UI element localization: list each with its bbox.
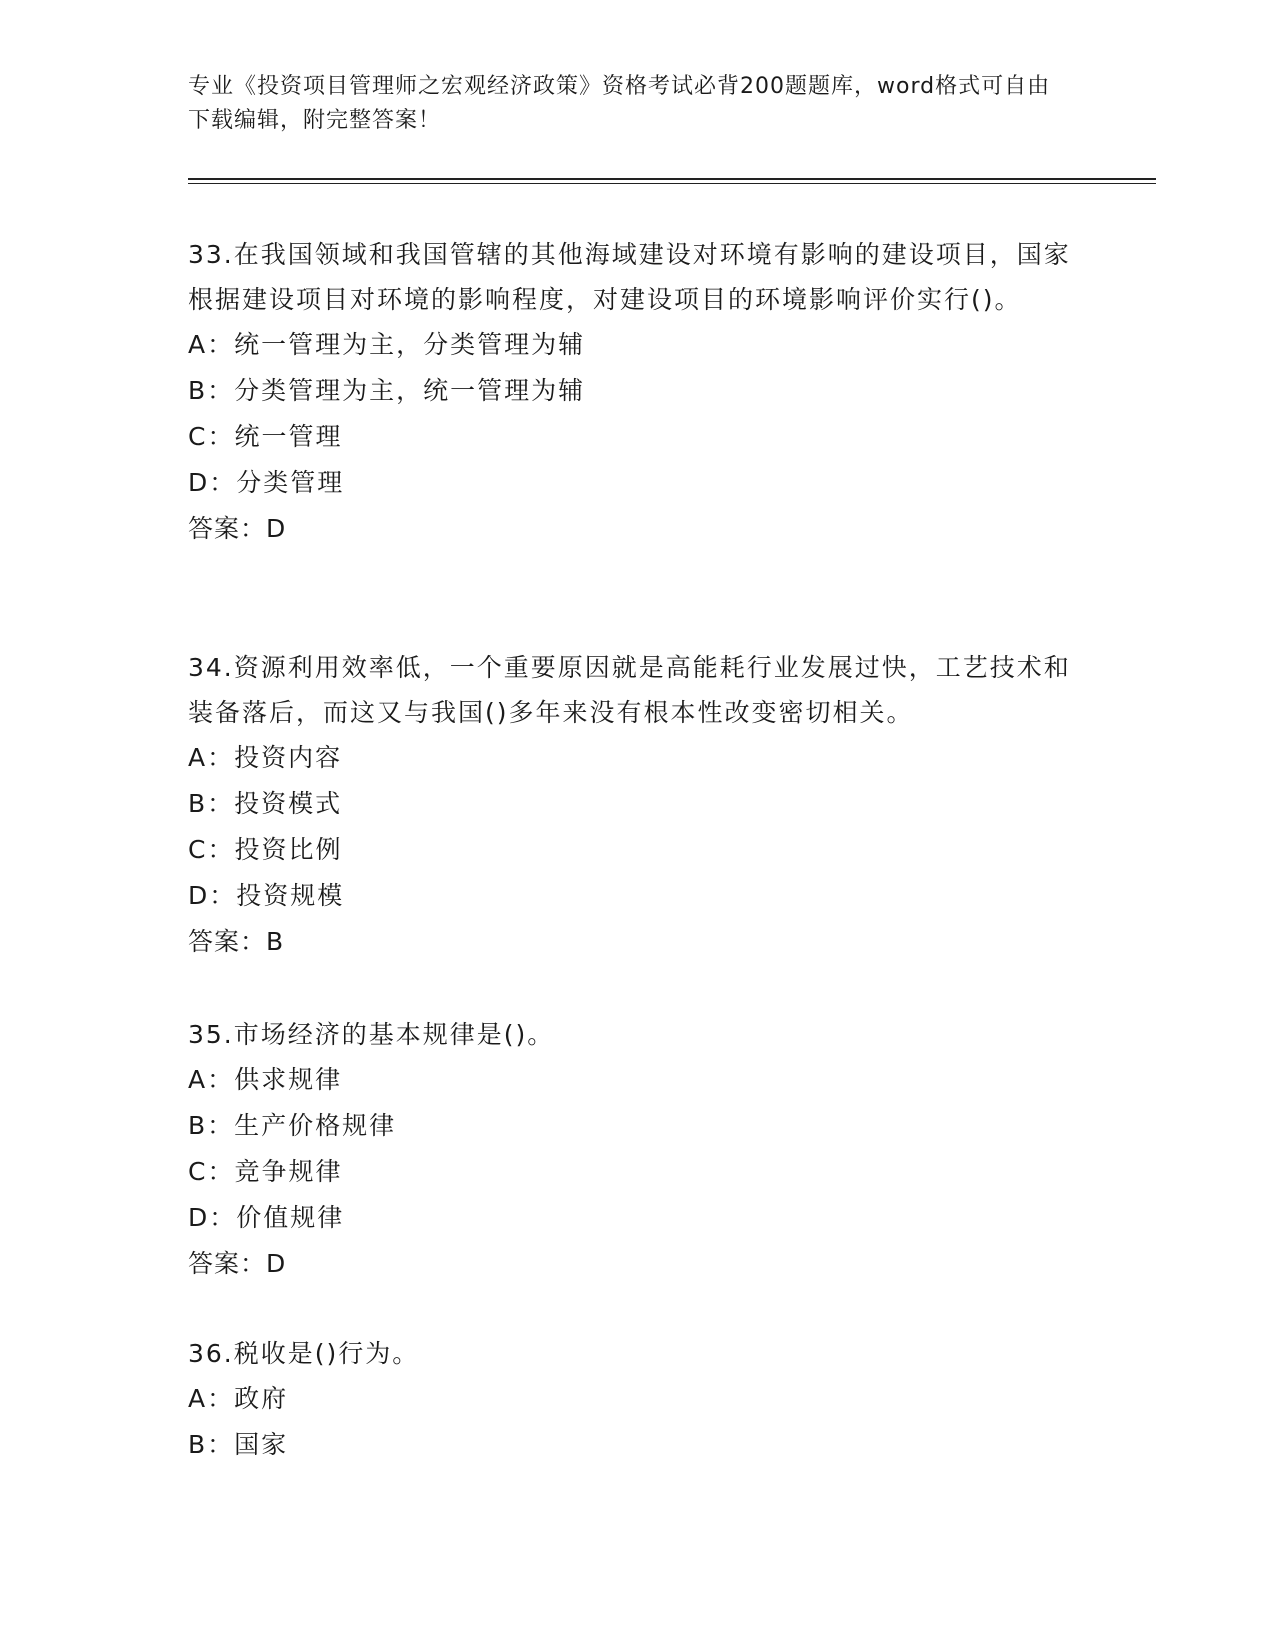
header-divider-thick — [188, 178, 1156, 180]
answer-line: 答案：D — [188, 514, 287, 543]
question-stem: 36.税收是()行为。 — [188, 1339, 420, 1368]
option-c: C：统一管理 — [188, 422, 343, 451]
question-stem: 34.资源利用效率低，一个重要原因就是高能耗行业发展过快，工艺技术和装备落后，而这又与我国()多年来没有根本性改变密切相关。 — [188, 653, 1071, 727]
question-33 — [188, 232, 1078, 552]
option-a: A：供求规律 — [188, 1065, 343, 1094]
option-b: B：国家 — [188, 1430, 289, 1459]
option-b: B：分类管理为主，统一管理为辅 — [188, 376, 586, 405]
question-stem: 33.在我国领域和我国管辖的其他海域建设对环境有影响的建设项目，国家根据建设项目对环境的影响程度，对建设项目的环境影响评价实行()。 — [188, 240, 1071, 314]
document-header: 专业《投资项目管理师之宏观经济政策》资格考试必背200题题库，word格式可自由下载编辑，附完整答案！ — [188, 74, 1051, 133]
question-34 — [188, 645, 1078, 965]
question-35 — [188, 1012, 1078, 1287]
question-36 — [188, 1331, 1078, 1468]
option-a: A：统一管理为主，分类管理为辅 — [188, 330, 586, 359]
answer-line: 答案：D — [188, 1249, 287, 1278]
option-d: D：投资规模 — [188, 881, 345, 910]
option-a: A：投资内容 — [188, 743, 343, 772]
option-b: B：生产价格规律 — [188, 1111, 397, 1140]
option-d: D：价值规律 — [188, 1203, 345, 1232]
option-a: A：政府 — [188, 1384, 289, 1413]
answer-line: 答案：B — [188, 927, 285, 956]
header-divider-thin — [188, 183, 1156, 184]
option-c: C：投资比例 — [188, 835, 343, 864]
option-b: B：投资模式 — [188, 789, 343, 818]
question-stem: 35.市场经济的基本规律是()。 — [188, 1020, 555, 1049]
option-c: C：竞争规律 — [188, 1157, 343, 1186]
option-d: D：分类管理 — [188, 468, 345, 497]
